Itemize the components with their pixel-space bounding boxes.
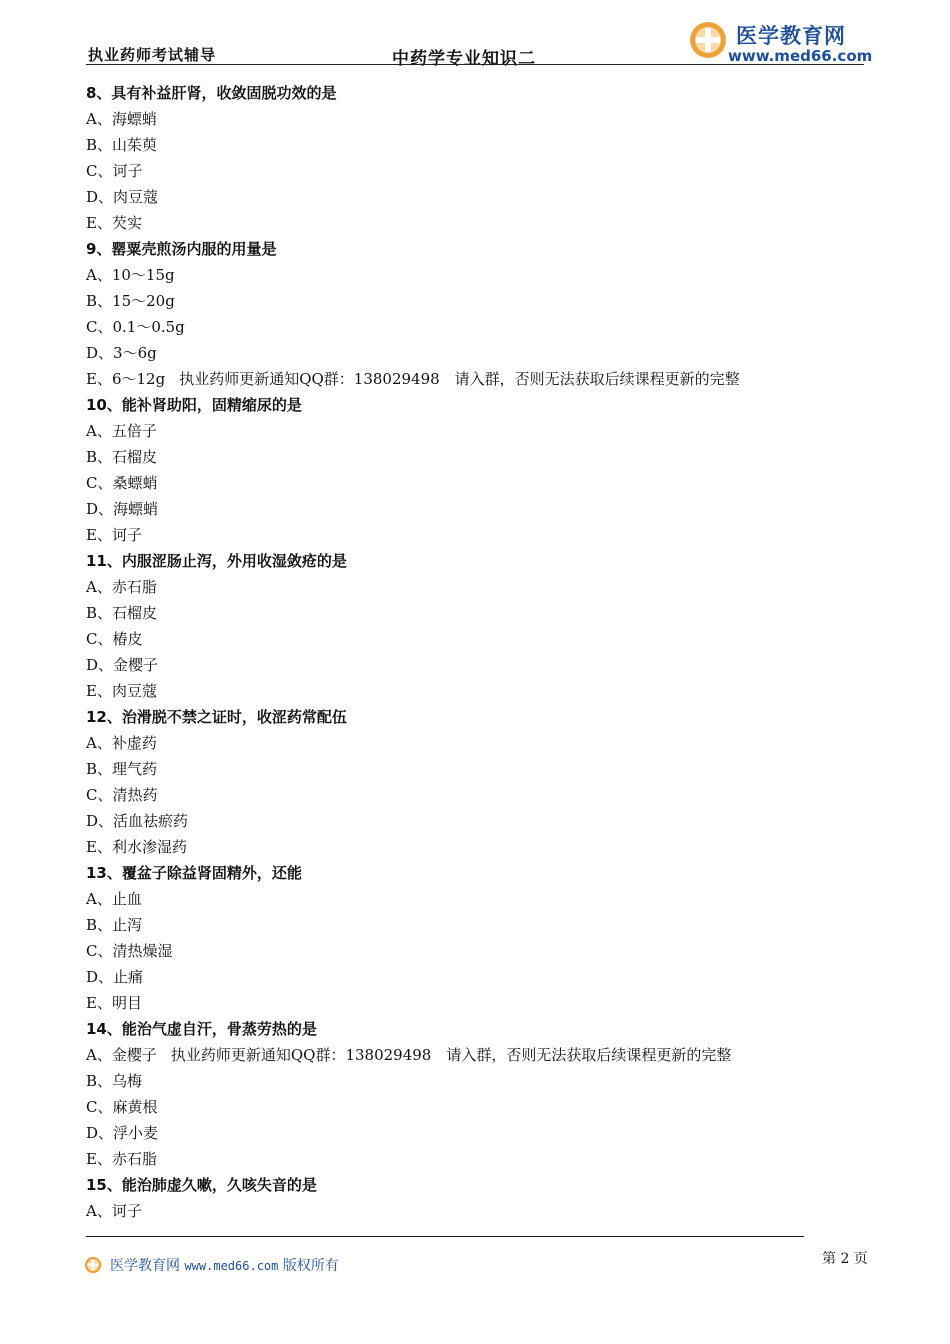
footer-copyright [110, 1255, 339, 1275]
qq-group-notice: 执业药师更新通知QQ群：138029498 请入群，否则无法获取后续课程更新的完整 [170, 1046, 732, 1064]
option-item: C、桑螵蛸 [86, 474, 158, 492]
option-item: B、止泻 [86, 916, 143, 934]
option-item: B、理气药 [86, 760, 158, 778]
logo-site-name: 医学教育网 [736, 24, 846, 48]
option-item: B、石榴皮 [86, 448, 158, 466]
option-item: D、3～6g [86, 344, 157, 362]
option-text: E、6～12g [86, 370, 166, 388]
footer-divider [86, 1236, 804, 1237]
option-item: C、清热药 [86, 786, 158, 804]
question-title: 8、具有补益肝肾，收敛固脱功效的是 [86, 84, 337, 102]
header-center-title: 中药学专业知识二 [392, 49, 536, 69]
option-text: A、金樱子 [86, 1046, 157, 1064]
question-title: 10、能补肾助阳，固精缩尿的是 [86, 396, 302, 414]
option-item: C、诃子 [86, 162, 143, 180]
option-item: B、乌梅 [86, 1072, 143, 1090]
option-item: E、芡实 [86, 214, 142, 232]
option-item: E、赤石脂 [86, 1150, 157, 1168]
option-item: D、止痛 [86, 968, 144, 986]
question-list [86, 80, 876, 1224]
option-item: B、15～20g [86, 292, 175, 310]
site-logo [688, 20, 873, 65]
option-item: E、利水渗湿药 [86, 838, 187, 856]
option-item-with-notice [86, 1042, 876, 1068]
header-divider [86, 64, 864, 65]
option-item: A、补虚药 [86, 734, 157, 752]
option-item: A、赤石脂 [86, 578, 157, 596]
header-left-title: 执业药师考试辅导 [88, 46, 217, 64]
option-item: B、石榴皮 [86, 604, 158, 622]
option-item: E、明目 [86, 994, 142, 1012]
option-item-with-notice [86, 366, 876, 392]
question-title: 11、内服涩肠止泻，外用收湿敛疮的是 [86, 552, 347, 570]
med66-logo-icon [688, 20, 728, 60]
qq-group-notice: 执业药师更新通知QQ群：138029498 请入群，否则无法获取后续课程更新的完整 [179, 370, 740, 388]
option-item: C、清热燥湿 [86, 942, 173, 960]
option-item: A、止血 [86, 890, 142, 908]
option-item: E、诃子 [86, 526, 142, 544]
option-item: E、肉豆蔻 [86, 682, 157, 700]
question-title: 13、覆盆子除益肾固精外，还能 [86, 864, 302, 882]
page-header [86, 18, 873, 69]
option-item: A、五倍子 [86, 422, 157, 440]
option-item: B、山茱萸 [86, 136, 158, 154]
option-item: A、海螵蛸 [86, 110, 157, 128]
option-item: D、活血祛瘀药 [86, 812, 189, 830]
footer-rights: 版权所有 [282, 1258, 339, 1274]
option-item: D、浮小麦 [86, 1124, 159, 1142]
footer-site-url[interactable]: www.med66.com [184, 1259, 279, 1273]
option-item: C、0.1～0.5g [86, 318, 185, 336]
option-item: D、海螵蛸 [86, 500, 159, 518]
question-title: 14、能治气虚自汗，骨蒸劳热的是 [86, 1020, 317, 1038]
option-item: A、诃子 [86, 1202, 142, 1220]
option-item: A、10～15g [86, 266, 175, 284]
question-title: 12、治滑脱不禁之证时，收涩药常配伍 [86, 708, 347, 726]
option-item: D、金樱子 [86, 656, 159, 674]
page-number: 第 2 页 [822, 1251, 868, 1267]
logo-site-url[interactable]: www.med66.com [728, 47, 873, 65]
option-item: D、肉豆蔻 [86, 188, 159, 206]
med66-logo-icon [84, 1256, 102, 1274]
question-title: 15、能治肺虚久嗽，久咳失音的是 [86, 1176, 317, 1194]
option-item: C、麻黄根 [86, 1098, 158, 1116]
option-item: C、椿皮 [86, 630, 143, 648]
question-title: 9、罂粟壳煎汤内服的用量是 [86, 240, 277, 258]
footer-site-name: 医学教育网 [110, 1258, 180, 1274]
